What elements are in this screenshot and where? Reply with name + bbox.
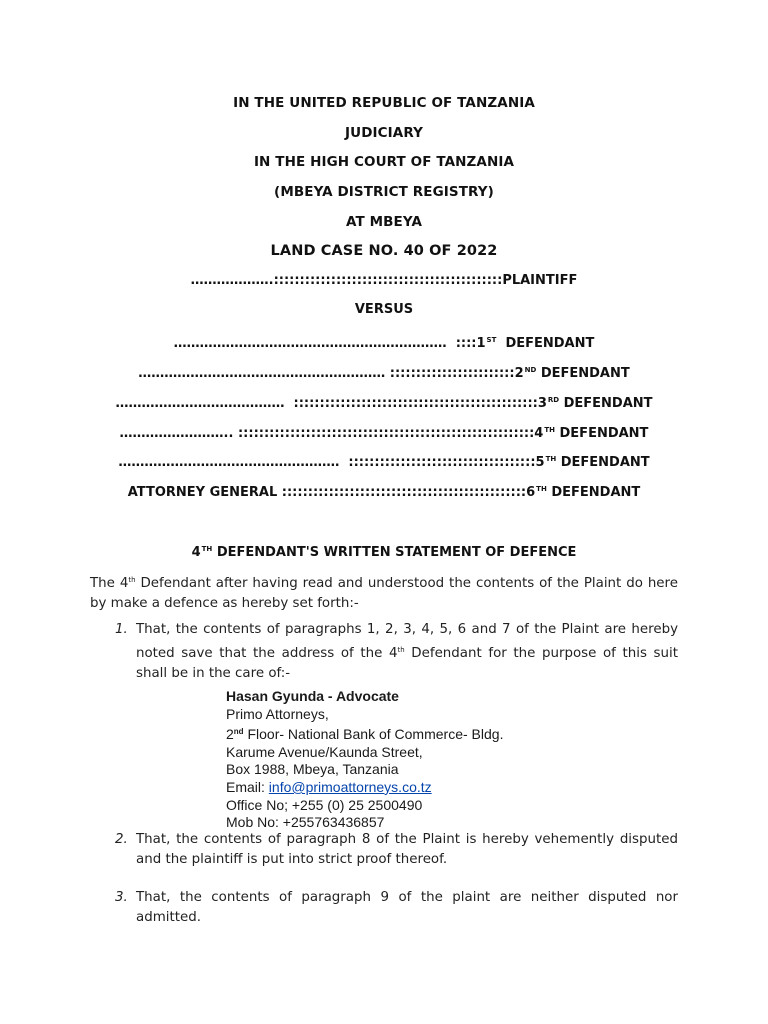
mobile-phone: Mob No: +255763436857: [226, 814, 385, 831]
defendant-1-colons: ::::: [455, 336, 477, 351]
paragraph-3-text: That, the contents of paragraph 9 of the plaint are neither disputed nor admitted.: [136, 890, 678, 925]
defendant-5-line: [0, 451, 768, 471]
paragraph-2-number: 2.: [115, 832, 128, 847]
defendant-5-label: DEFENDANT: [560, 455, 650, 470]
defendant-4-label: DEFENDANT: [559, 426, 649, 441]
defendant-3-label: DEFENDANT: [563, 396, 653, 411]
defendant-5-suffix: TH: [545, 455, 557, 463]
plaintiff-colons: ::::::::::::::::::::::::::::::::::::::::::::: [273, 273, 503, 288]
email-label: Email:: [226, 778, 269, 795]
defendant-3-suffix: RD: [547, 396, 560, 404]
defendant-6-ordinal: 6: [526, 485, 536, 500]
defendant-6-name: ATTORNEY GENERAL: [127, 485, 278, 500]
plaintiff-line: [0, 273, 768, 289]
defendant-2-suffix: ND: [524, 366, 537, 374]
heading-republic: IN THE UNITED REPUBLIC OF TANZANIA: [233, 95, 535, 111]
floor-line: [226, 723, 646, 744]
defendant-4-ordinal: 4: [534, 426, 544, 441]
defendant-6-suffix: TH: [536, 485, 547, 493]
firm-name: Primo Attorneys,: [226, 705, 329, 722]
defendant-3-line: [0, 392, 768, 412]
box-line: Box 1988, Mbeya, Tanzania: [226, 761, 399, 778]
heading-location: AT MBEYA: [346, 214, 422, 230]
defendant-2-line: [0, 362, 768, 382]
plaintiff-dots: ……………….: [190, 273, 274, 288]
email-line: [226, 779, 646, 797]
heading-judiciary: JUDICIARY: [345, 125, 423, 141]
intro-pre: The 4: [90, 576, 129, 591]
defendant-1-dots: ………………………………………………………: [173, 336, 447, 351]
title-text: DEFENDANT'S WRITTEN STATEMENT OF DEFENCE: [216, 545, 577, 560]
plaintiff-label: PLAINTIFF: [502, 273, 578, 288]
defendant-5-dots: ……………………………………………: [118, 455, 340, 470]
floor-number: 2: [226, 726, 234, 743]
defendant-3-colons: :::::::::::::::::::::::::::::::::::::::::::::::: [293, 396, 538, 411]
email-link[interactable]: info@primoattorneys.co.tz: [268, 778, 432, 795]
defendant-2-label: DEFENDANT: [540, 366, 630, 381]
defendant-4-colons: :::::::::::::::::::::::::::::::::::::::::::::::::::::::::: [237, 426, 535, 441]
defendant-1-suffix: ST: [486, 336, 497, 344]
paragraph-3-number: 3.: [115, 890, 128, 905]
versus-line: VERSUS: [354, 302, 414, 317]
paragraph-2-text: That, the contents of paragraph 8 of the Plaint is hereby vehemently disputed and the plaintiff is put into strict proof thereof.: [136, 832, 678, 867]
defendant-2-colons: ::::::::::::::::::::::::: [389, 366, 515, 381]
defendant-2-ordinal: 2: [514, 366, 524, 381]
intro-paragraph: [90, 570, 678, 614]
defendant-4-line: [0, 422, 768, 442]
defendant-1-label: DEFENDANT: [505, 336, 595, 351]
document-title: [0, 541, 768, 561]
defendant-5-ordinal: 5: [535, 455, 545, 470]
paragraph-1-number: 1.: [115, 622, 128, 637]
defendant-4-dots: ……………………..: [119, 426, 234, 441]
heading-high-court: IN THE HIGH COURT OF TANZANIA: [253, 154, 515, 170]
paragraph-1-pre: That, the contents of paragraphs 1, 2, 3, 4, 5, 6 and 7 of the Plaint are hereby noted save that the address of the 4: [136, 622, 678, 661]
defendant-6-colons: :::::::::::::::::::::::::::::::::::::::::::::::: [281, 485, 527, 500]
title-ordinal: 4: [191, 545, 201, 560]
street-line: Karume Avenue/Kaunda Street,: [226, 743, 423, 760]
floor-suffix: nd: [233, 727, 244, 737]
defendant-1-line: [0, 332, 768, 352]
address-block: [226, 688, 646, 832]
paragraph-1-text: [136, 620, 678, 684]
floor-rest: Floor- National Bank of Commerce- Bldg.: [243, 726, 504, 743]
paragraph-1-post: Defendant for the purpose of this suit shall be in the care of:-: [136, 646, 678, 681]
paragraph-1-sup: th: [397, 646, 405, 654]
defendant-3-ordinal: 3: [537, 396, 547, 411]
defendant-1-ordinal: 1: [476, 336, 486, 351]
advocate-name: Hasan Gyunda - Advocate: [226, 688, 399, 704]
heading-registry: (MBEYA DISTRICT REGISTRY): [274, 184, 494, 200]
defendant-6-label: DEFENDANT: [551, 485, 641, 500]
defendant-4-suffix: TH: [544, 426, 555, 434]
intro-sup: th: [128, 576, 136, 584]
intro-post: Defendant after having read and understood the contents of the Plaint do here by make a defence as hereby set forth:-: [90, 576, 678, 611]
case-number: LAND CASE NO. 40 OF 2022: [270, 243, 498, 259]
defendant-6-line: [0, 481, 768, 501]
defendant-2-dots: …………………………………………………: [138, 366, 386, 381]
title-suffix: TH: [201, 545, 213, 553]
defendant-3-dots: …………………………………: [115, 396, 285, 411]
defendant-5-colons: ::::::::::::::::::::::::::::::::::::: [348, 455, 536, 470]
office-phone: Office No; +255 (0) 25 2500490: [226, 796, 423, 813]
